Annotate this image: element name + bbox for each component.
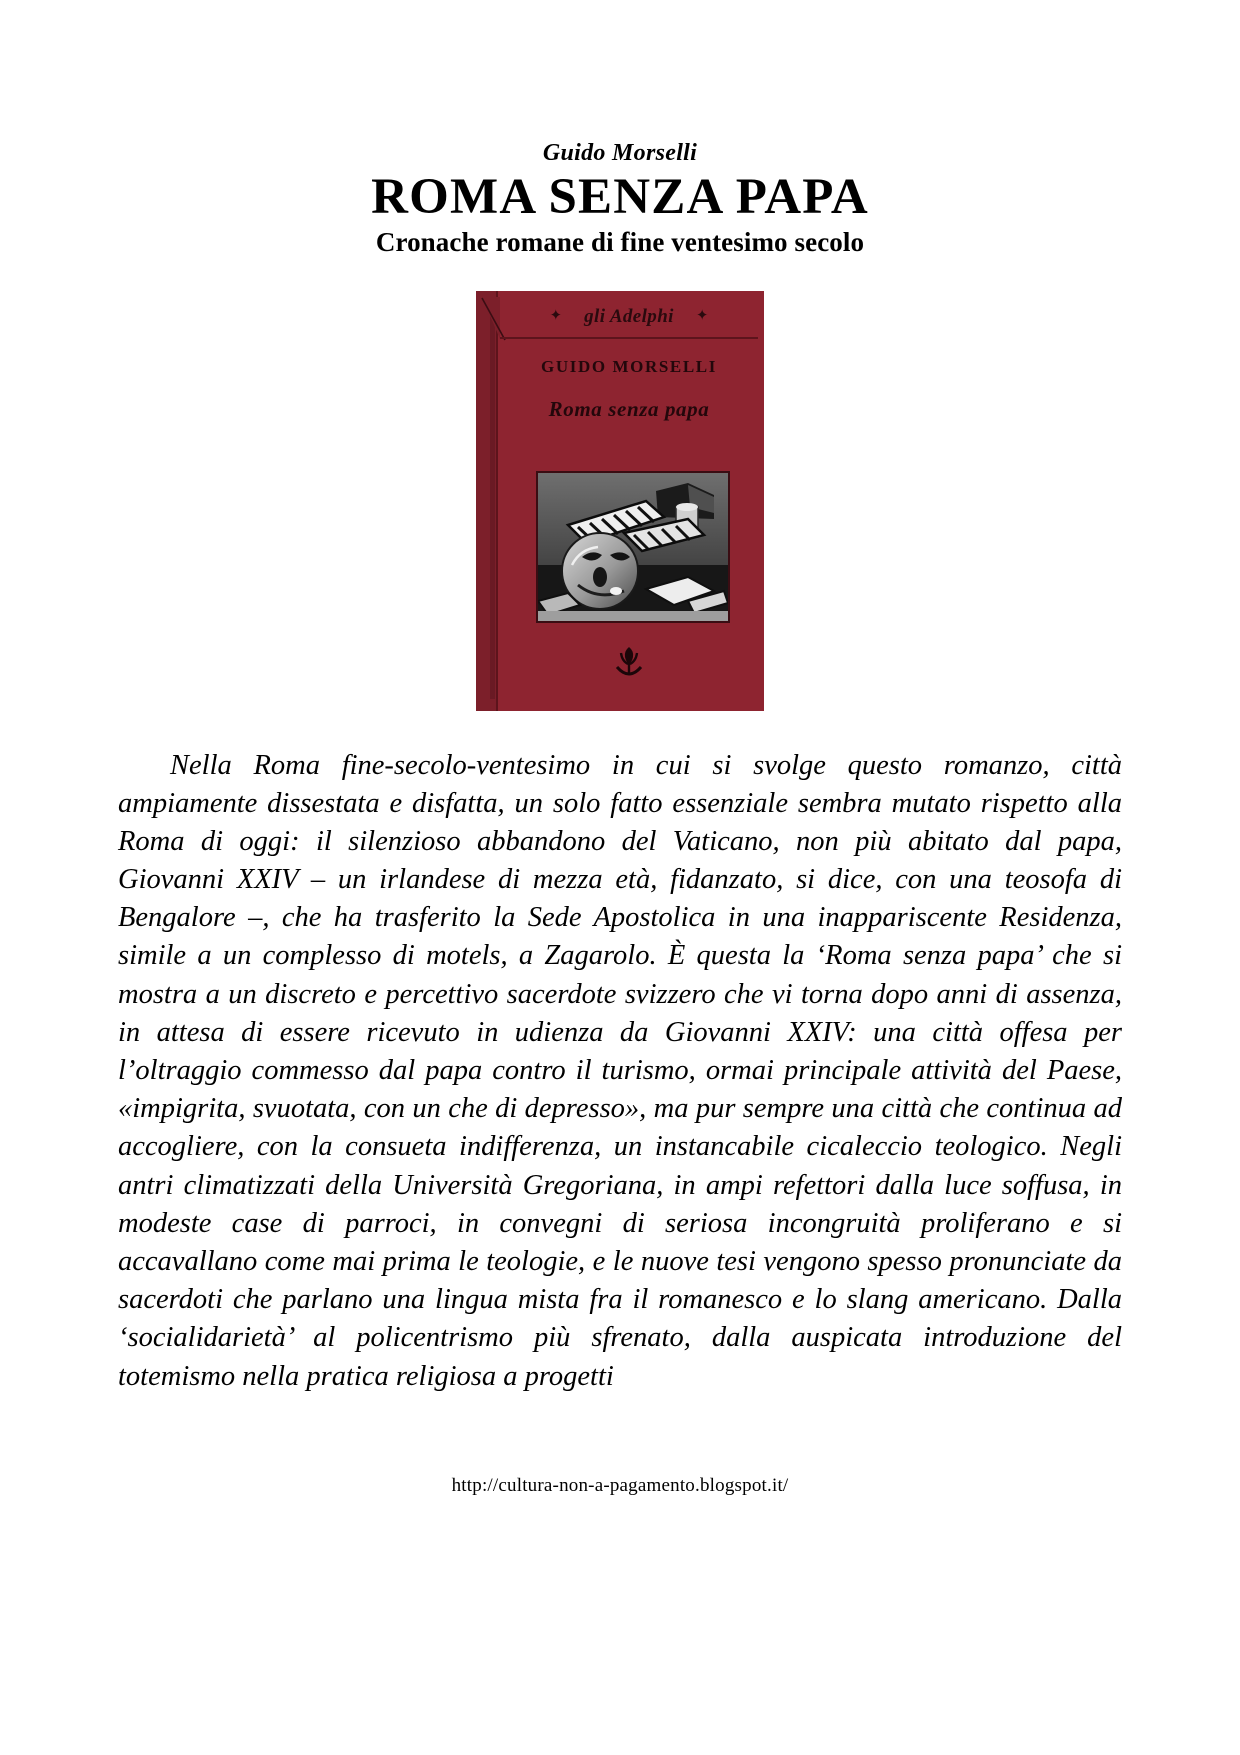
book-cover-figure <box>0 291 1240 711</box>
document-header <box>0 0 1240 259</box>
book-cover-image <box>476 291 764 711</box>
body-paragraph: Nella Roma fine-secolo-ventesimo in cui si svolge questo romanzo, città ampiamente dissestata e disfatta, un solo fatto essenziale sembra mutato rispetto alla Roma di oggi: il silenzioso abbandono del Vaticano, non più abitato dal papa, Giovanni XXIV – un irlandese di mezza età, fidanzato, si dice, con una teosofa di Bengalore –, che ha trasferito la Sede Apostolica in una inappariscente Residenza, simile a un complesso di motels, a Zagarolo. È questa la ‘Roma senza papa’ che si mostra a un discreto e percettivo sacerdote svizzero che vi torna dopo anni di assenza, in attesa di essere ricevuto in udienza da Giovanni XXIV: una città offesa per l’oltraggio commesso dal papa contro il turismo, ormai principale attività del Paese, «impigrita, svuotata, con un che di depresso», ma pur sempre una città che continua ad accogliere, con la consueta indifferenza, un instancabile cicaleccio teologico. Negli antri climatizzati della Università Gregoriana, in ampi refettori dalla luce soffusa, in modeste case di parroci, in convegni di seriosa incongruità proliferano e si accavallano come mai prima le teologie, e le nuove tesi vengono spesso pronunciate da sacerdoti che parlano una lingua mista fra il romanesco e lo slang americano. Dalla ‘socialidarietà’ al policentrismo più sfrenato, dalla auspicata introduzione del totemismo nella pratica religiosa a progetti <box>118 749 1122 1392</box>
book-series-label: gli Adelphi <box>584 305 674 327</box>
footer-url: http://cultura-non-a-pagamento.blogspot.it/ <box>451 1475 789 1496</box>
book-cover-artwork <box>536 471 730 623</box>
page-title: ROMA SENZA PAPA <box>371 169 869 226</box>
publisher-logo-icon <box>500 643 758 684</box>
book-cover-title: Roma senza papa <box>548 396 710 421</box>
author-name: Guido Morselli <box>542 140 698 166</box>
star-left-icon: ✦ <box>549 308 563 325</box>
book-spine-edge <box>490 303 495 699</box>
star-right-icon: ✦ <box>695 308 709 325</box>
page-subtitle: Cronache romane di fine ventesimo secolo <box>375 227 865 258</box>
book-series-band <box>500 297 758 339</box>
book-cover-author: GUIDO MORSELLI <box>541 356 717 376</box>
